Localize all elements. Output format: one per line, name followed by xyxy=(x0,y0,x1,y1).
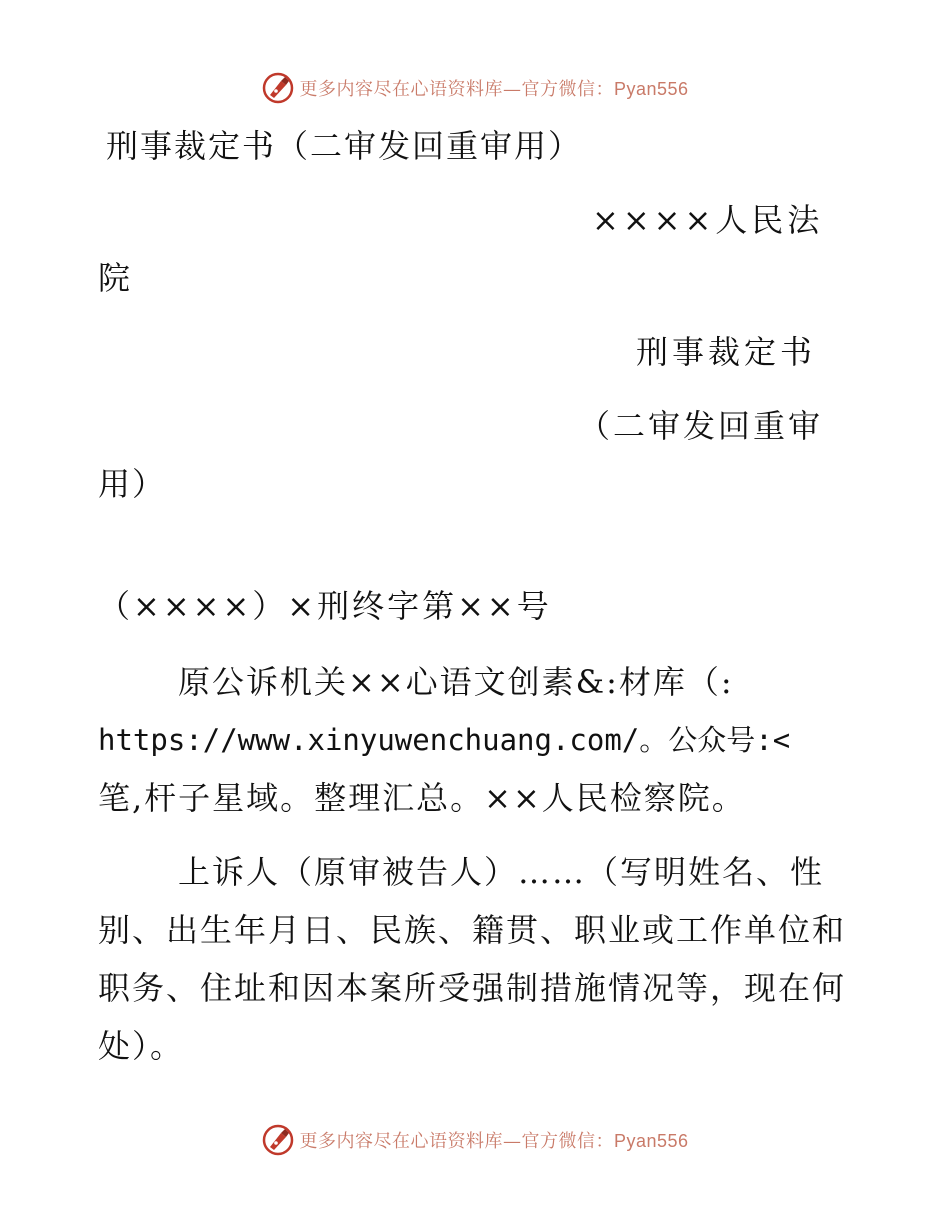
header-watermark xyxy=(0,68,950,108)
paragraph-prosecutor-line1: 原公诉机关××心语文创素&:材库（: xyxy=(178,663,734,701)
watermark-dash: — xyxy=(502,79,522,100)
footer-watermark xyxy=(0,1120,950,1160)
paragraph-appellant-line4: 处）。 xyxy=(98,1027,185,1065)
watermark-official: 官方微信： xyxy=(521,79,614,100)
case-number: （××××）×刑终字第××号 xyxy=(98,587,552,625)
pen-nib-logo-icon xyxy=(261,71,295,105)
document-subtitle-line1: （二审发回重审 xyxy=(578,407,824,445)
document-title: 刑事裁定书 xyxy=(636,333,817,371)
watermark-wechat-id: Pyan556 xyxy=(613,79,689,99)
paragraph-prosecutor-line3: 笔,杆子星域。整理汇总。××人民检察院。 xyxy=(98,779,746,817)
watermark-official: 官方微信： xyxy=(521,1131,614,1152)
court-name-line1: ××××人民法 xyxy=(592,201,824,239)
header-title: 刑事裁定书（二审发回重审用） xyxy=(106,127,583,165)
watermark-wechat-id: Pyan556 xyxy=(613,1131,689,1151)
paragraph-appellant-line2: 别、出生年月日、民族、籍贯、职业或工作单位和 xyxy=(98,911,847,949)
paragraph-prosecutor-line2: https://www.xinyuwenchuang.com/。公众号:< xyxy=(98,723,791,757)
watermark-text xyxy=(299,1127,688,1153)
watermark-text xyxy=(299,75,688,101)
paragraph-appellant-line1: 上诉人（原审被告人）……（写明姓名、性 xyxy=(178,853,825,891)
watermark-dash: — xyxy=(502,1131,522,1152)
pen-nib-logo-icon xyxy=(261,1123,295,1157)
watermark-library: 更多内容尽在心语资料库 xyxy=(299,1131,503,1152)
court-name-line2: 院 xyxy=(98,259,133,297)
document-subtitle-line2: 用） xyxy=(98,465,167,503)
watermark-library: 更多内容尽在心语资料库 xyxy=(299,79,503,100)
paragraph-appellant-line3: 职务、住址和因本案所受强制措施情况等，现在何 xyxy=(98,969,847,1007)
